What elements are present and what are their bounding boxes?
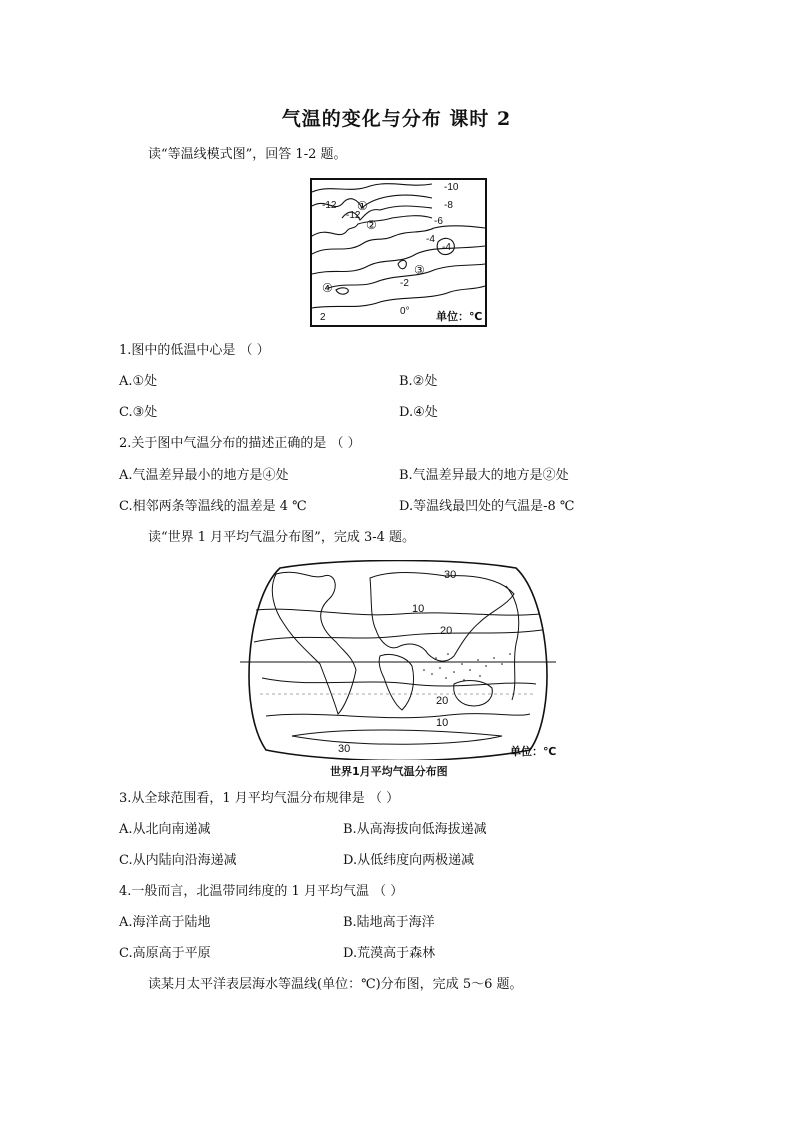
q3-option-d: D.从低纬度向两极递减 xyxy=(343,853,475,868)
question-3: 3.从全球范围看，1 月平均气温分布规律是 （ ） xyxy=(119,791,400,806)
map-label-20-south: 20 xyxy=(436,695,449,707)
q2-option-a: A.气温差异最小的地方是④处 xyxy=(119,468,289,483)
q1-option-a: A.①处 xyxy=(119,374,158,389)
iso-label-m6: -6 xyxy=(434,216,443,227)
map-label-10-north: 10 xyxy=(412,603,425,615)
q2-option-b: B.气温差异最大的地方是②处 xyxy=(399,468,569,483)
q3-option-c: C.从内陆向沿海递减 xyxy=(119,853,237,868)
iso-label-0: 0° xyxy=(400,306,410,317)
q4-option-b: B.陆地高于海洋 xyxy=(343,915,435,930)
iso-label-m12a: -12 xyxy=(322,200,337,211)
q3-option-a: A.从北向南递减 xyxy=(119,822,211,837)
q1-option-c: C.③处 xyxy=(119,405,158,420)
figure-caption: 世界1月平均气温分布图 xyxy=(330,765,448,778)
question-4: 4.一般而言，北温带同纬度的 1 月平均气温 （ ） xyxy=(119,884,404,899)
iso-label-m8: -8 xyxy=(444,200,453,211)
q3-option-b: B.从高海拔向低海拔递减 xyxy=(343,822,487,837)
iso-label-m2: -2 xyxy=(400,278,409,289)
marker-2: ② xyxy=(366,218,377,232)
q4-option-a: A.海洋高于陆地 xyxy=(119,915,211,930)
world-temperature-map xyxy=(240,560,556,760)
marker-1: ① xyxy=(357,199,368,213)
q4-option-c: C.高原高于平原 xyxy=(119,946,211,961)
isotherm-model-figure xyxy=(310,178,487,327)
iso-label-m4b: -4 xyxy=(442,242,451,253)
q1-option-d: D.④处 xyxy=(399,405,438,420)
isotherm-model-svg xyxy=(310,178,487,327)
q2-option-c: C.相邻两条等温线的温差是 4 ℃ xyxy=(119,499,307,514)
page-title: 气温的变化与分布 课时 2 xyxy=(281,108,512,130)
fig2-unit: 单位：℃ xyxy=(510,745,556,758)
map-label-30-north: 30 xyxy=(444,569,457,581)
map-label-10-south: 10 xyxy=(436,717,449,729)
iso-label-2: 2 xyxy=(320,312,326,323)
marker-4: ④ xyxy=(322,281,333,295)
question-2: 2.关于图中气温分布的描述正确的是 （ ） xyxy=(119,436,361,451)
q4-option-d: D.荒漠高于森林 xyxy=(343,946,436,961)
map-label-30-south: 30 xyxy=(338,743,351,755)
q2-option-d: D.等温线最凹处的气温是-8 ℃ xyxy=(399,499,575,514)
fig1-unit: 单位：℃ xyxy=(436,310,483,323)
iso-label-m4a: -4 xyxy=(426,234,435,245)
iso-label-m10: -10 xyxy=(444,182,459,193)
world-map-svg xyxy=(240,560,556,760)
prompt-pacific-isotherm: 读某月太平洋表层海水等温线(单位：℃)分布图，完成 5～6 题。 xyxy=(148,977,523,992)
iso-label-m12b: -12 xyxy=(346,210,361,221)
marker-3: ③ xyxy=(414,263,425,277)
q1-option-b: B.②处 xyxy=(399,374,438,389)
question-1: 1.图中的低温中心是 （ ） xyxy=(119,343,270,358)
prompt-world-map: 读“世界 1 月平均气温分布图”，完成 3-4 题。 xyxy=(148,530,416,545)
map-label-20-north: 20 xyxy=(440,625,453,637)
prompt-isotherm-figure: 读“等温线模式图”，回答 1-2 题。 xyxy=(148,147,347,162)
